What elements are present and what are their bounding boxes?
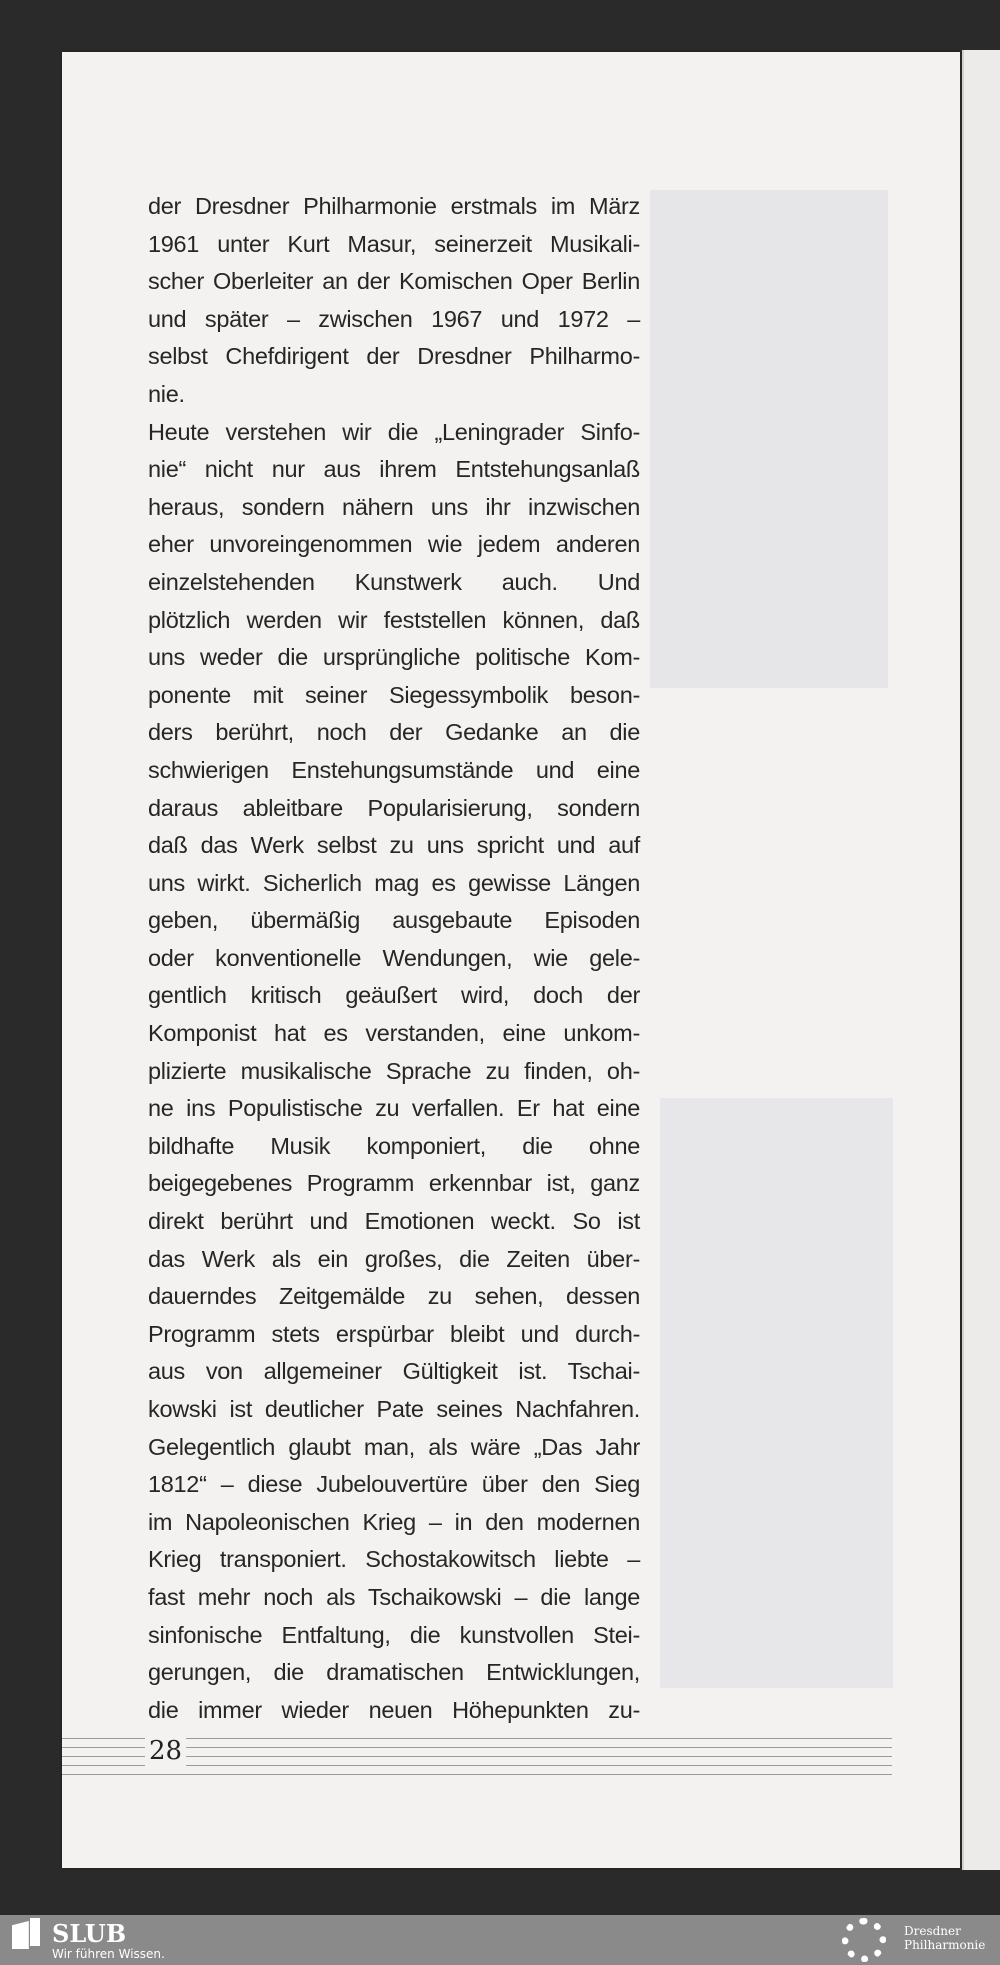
text-line: der Dresdner Philharmonie erstmals im März bbox=[148, 193, 640, 219]
text-line: heraus, sondern nähern uns ihr inzwischen bbox=[148, 493, 640, 520]
text-line: Programm stets erspürbar bleibt und durch- bbox=[148, 1320, 640, 1347]
text-line: oder konventionelle Wendungen, wie gele- bbox=[148, 944, 640, 971]
text-line: beigegebenes Programm erkennbar ist, ganz bbox=[148, 1170, 640, 1197]
text-line: gentlich kritisch geäußert wird, doch der bbox=[148, 982, 640, 1009]
book-icon bbox=[30, 1918, 40, 1946]
text-line: nie“ nicht nur aus ihrem Entstehungsanlaß bbox=[148, 456, 640, 483]
text-line: daraus ableitbare Popularisierung, sondern bbox=[148, 794, 640, 821]
text-line: geben, übermäßig ausgebaute Episoden bbox=[148, 907, 640, 934]
text-line: uns weder die ursprüngliche politische Kom- bbox=[148, 644, 640, 671]
adjacent-page-edge bbox=[962, 50, 1000, 1870]
text-line: Gelegentlich glaubt man, als wäre „Das Jahr bbox=[148, 1433, 640, 1460]
bleed-through-image-area bbox=[650, 190, 888, 688]
text-line: fast mehr noch als Tschaikowski – die lange bbox=[148, 1583, 640, 1610]
text-line: dauerndes Zeitgemälde zu sehen, dessen bbox=[148, 1283, 640, 1310]
text-line: 1961 unter Kurt Masur, seinerzeit Musikali- bbox=[148, 230, 640, 257]
partner-name-line2: Philharmonie bbox=[904, 1938, 986, 1952]
text-line: einzelstehenden Kunstwerk auch. Und bbox=[148, 568, 640, 595]
text-line: daß das Werk selbst zu uns spricht und auf bbox=[148, 832, 640, 859]
text-line: bildhafte Musik komponiert, die ohne bbox=[148, 1132, 640, 1159]
text-line: plizierte musikalische Sprache zu finden, oh- bbox=[148, 1057, 640, 1084]
text-line: gerungen, die dramatischen Entwicklungen, bbox=[148, 1659, 640, 1686]
text-line: uns wirkt. Sicherlich mag es gewisse Längen bbox=[148, 869, 640, 896]
slub-tagline: Wir führen Wissen. bbox=[52, 1947, 165, 1961]
text-line: ponente mit seiner Siegessymbolik beson- bbox=[148, 681, 640, 708]
text-line: im Napoleonischen Krieg – in den modernen bbox=[148, 1508, 640, 1535]
viewer-footer-bar bbox=[0, 1915, 1000, 1965]
text-line: kowski ist deutlicher Pate seines Nachfahren. bbox=[148, 1396, 640, 1422]
body-text bbox=[148, 188, 640, 1729]
text-line: nie. bbox=[148, 380, 185, 407]
text-line: Komponist hat es verstanden, eine unkom- bbox=[148, 1020, 640, 1047]
footer-rules bbox=[62, 1738, 892, 1783]
text-line: schwierigen Enstehungsumstände und eine bbox=[148, 756, 640, 783]
text-line: ders berührt, noch der Gedanke an die bbox=[148, 719, 640, 746]
text-line: ne ins Populistische zu verfallen. Er hat eine bbox=[148, 1095, 640, 1122]
text-line: Heute verstehen wir die „Leningrader Sinfo- bbox=[148, 418, 640, 445]
text-line: das Werk als ein großes, die Zeiten über- bbox=[148, 1245, 640, 1272]
text-line: Krieg transponiert. Schostakowitsch liebte – bbox=[148, 1546, 640, 1573]
bleed-through-image-area bbox=[660, 1098, 893, 1688]
sunburst-icon bbox=[842, 1918, 886, 1962]
partner-name-line1: Dresdner bbox=[904, 1924, 961, 1938]
text-line: selbst Chefdirigent der Dresdner Philharmo- bbox=[148, 343, 640, 370]
slub-name: SLUB bbox=[52, 1919, 127, 1948]
text-line: die immer wieder neuen Höhepunkten zu- bbox=[148, 1696, 640, 1723]
text-line: plötzlich werden wir feststellen können, daß bbox=[148, 606, 640, 633]
text-line: 1812“ – diese Jubelouvertüre über den Sieg bbox=[148, 1471, 640, 1498]
text-line: sinfonische Entfaltung, die kunstvollen Stei- bbox=[148, 1621, 640, 1648]
text-line: und später – zwischen 1967 und 1972 – bbox=[148, 305, 640, 332]
text-line: aus von allgemeiner Gültigkeit ist. Tschai- bbox=[148, 1358, 640, 1385]
text-line: eher unvoreingenommen wie jedem anderen bbox=[148, 531, 640, 558]
text-line: direkt berührt und Emotionen weckt. So ist bbox=[148, 1208, 640, 1235]
page-number: 28 bbox=[145, 1736, 186, 1766]
text-line: scher Oberleiter an der Komischen Oper Berlin bbox=[148, 268, 640, 295]
